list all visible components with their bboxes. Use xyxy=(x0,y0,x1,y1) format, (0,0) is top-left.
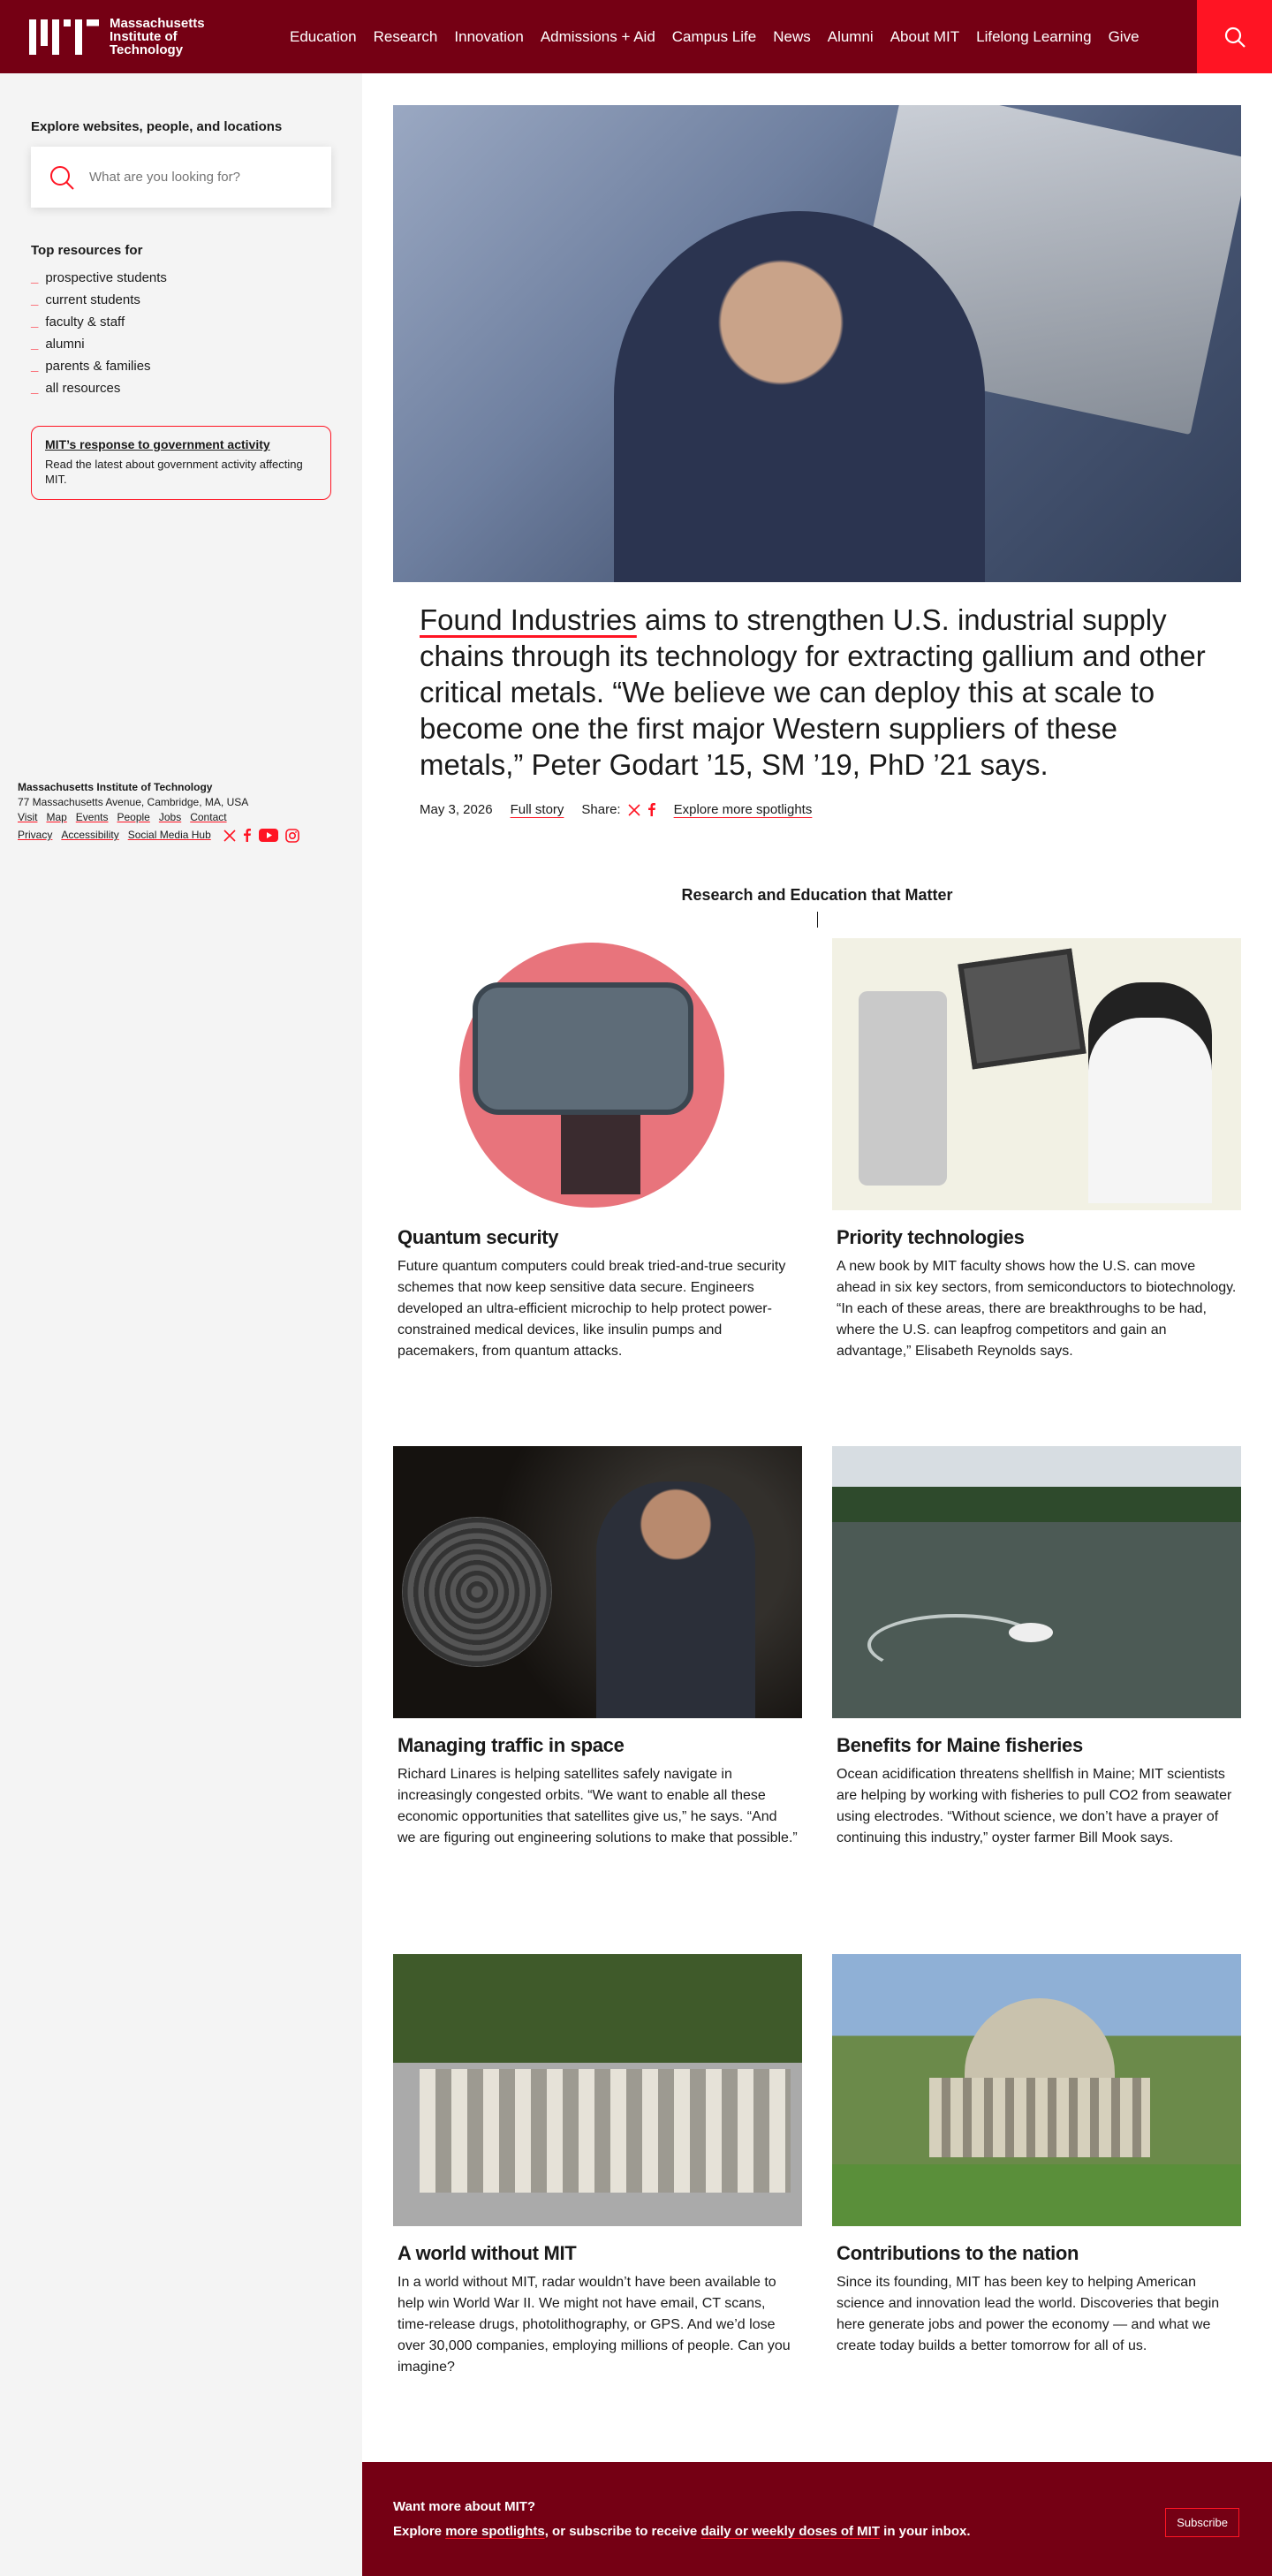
nav-admissions[interactable]: Admissions + Aid xyxy=(540,27,655,45)
nav-research[interactable]: Research xyxy=(373,27,438,45)
cta-text: Explore more spotlights, or subscribe to receive daily or weekly doses of MIT in your inbox. xyxy=(393,2524,971,2539)
mit-logo-mark xyxy=(29,19,99,55)
share-group xyxy=(581,802,655,817)
spotlight-body: aims to strengthen U.S. industrial supply chains through its technology for extracting gallium and other critical metals. “We believe we can deploy this at scale to become one the first major Western suppliers of these metals,” Peter Godart ’15, SM ’19, PhD ’21 says. xyxy=(420,603,1206,781)
resource-link[interactable]: alumni xyxy=(45,337,85,352)
story-text: A new book by MIT faculty shows how the U.S. can move ahead in six key sectors, from semiconductors to biotechnology. “In each of these areas, there are breakthroughs to be had, where the U.S. can leapfrog competitors and gain an advantage,” Elisabeth Reynolds says. xyxy=(837,1259,1237,1359)
footer-link-jobs[interactable]: Jobs xyxy=(158,811,182,823)
story-image xyxy=(832,1954,1241,2226)
story-text: Since its founding, MIT has been key to helping American science and innovation lead the world. Discoveries that begin here generate jobs and power the economy — and what we create today builds a better tomorrow for all of us. xyxy=(837,2275,1220,2353)
subscribe-button[interactable]: Subscribe xyxy=(1165,2508,1239,2537)
hero-image xyxy=(393,105,1241,582)
story-title[interactable]: Priority technologies xyxy=(837,1226,1025,1248)
footer-links-2 xyxy=(18,828,299,843)
story-title[interactable]: Quantum security xyxy=(398,1226,559,1248)
section-divider xyxy=(817,912,818,928)
explore-spotlights-link[interactable]: Explore more spotlights xyxy=(673,802,813,817)
resources-list xyxy=(31,267,331,399)
resource-link[interactable]: parents & families xyxy=(45,359,151,374)
footer-link-contact[interactable]: Contact xyxy=(190,811,227,823)
share-label: Share: xyxy=(581,802,621,817)
story-title[interactable]: Benefits for Maine fisheries xyxy=(837,1734,1083,1756)
footer-link-visit[interactable]: Visit xyxy=(18,811,38,823)
mit-logo-text: Massachusetts Institute of Technology xyxy=(110,16,205,57)
nav-give[interactable]: Give xyxy=(1108,27,1140,45)
x-icon[interactable] xyxy=(223,830,236,842)
story-title[interactable]: Contributions to the nation xyxy=(837,2242,1079,2264)
nav-campus-life[interactable]: Campus Life xyxy=(671,27,757,45)
footer-org-name: Massachusetts Institute of Technology xyxy=(18,781,213,793)
footer-links-1 xyxy=(18,810,299,825)
site-header xyxy=(0,0,1272,73)
story-text: Future quantum computers could break tried-and-true security schemes that now keep sensitive data secure. Engineers developed an ultra-efficient microchip to help protect power-constrained medical devices, like insulin pumps and pacemakers, from quantum attacks. xyxy=(398,1259,786,1359)
story-title[interactable]: A world without MIT xyxy=(398,2242,577,2264)
gov-response-text: Read the latest about government activity affecting MIT. xyxy=(45,458,303,486)
story-text: Ocean acidification threatens shellfish in Maine; MIT scientists are helping by working with fisheries to pull CO2 from seawater using electrodes. “Without science, we don’t have a prayer of continuing this industry,” oyster farmer Bill Mook says. xyxy=(837,1767,1232,1845)
list-item: _ faculty & staff xyxy=(31,311,331,333)
nav-education[interactable]: Education xyxy=(290,27,357,45)
story-image xyxy=(832,1446,1241,1718)
list-item: _ alumni xyxy=(31,333,331,355)
story-card[interactable] xyxy=(832,938,1241,1446)
list-item: _ current students xyxy=(31,289,331,311)
nav-innovation[interactable]: Innovation xyxy=(454,27,524,45)
daily-weekly-link[interactable]: daily or weekly doses of MIT xyxy=(700,2524,881,2539)
footer-link-privacy[interactable]: Privacy xyxy=(18,829,53,841)
resource-link[interactable]: all resources xyxy=(45,381,121,396)
spotlight-org-link[interactable]: Found Industries xyxy=(420,603,637,636)
youtube-icon[interactable] xyxy=(259,829,278,842)
spotlight-date: May 3, 2026 xyxy=(420,802,493,817)
resource-link[interactable]: current students xyxy=(45,292,140,307)
facebook-icon[interactable] xyxy=(243,829,252,842)
story-image xyxy=(832,938,1241,1210)
story-card[interactable] xyxy=(393,938,802,1446)
gov-response-box xyxy=(31,426,331,500)
nav-lifelong-learning[interactable]: Lifelong Learning xyxy=(976,27,1092,45)
more-spotlights-link[interactable]: more spotlights xyxy=(445,2524,545,2539)
main-content xyxy=(362,73,1272,2576)
section-title: Research and Education that Matter xyxy=(681,886,953,904)
footer-link-map[interactable]: Map xyxy=(46,811,67,823)
stories-grid xyxy=(393,938,1241,2462)
story-title[interactable]: Managing traffic in space xyxy=(398,1734,625,1756)
story-image xyxy=(393,1446,802,1718)
search-box xyxy=(31,147,331,208)
instagram-icon[interactable] xyxy=(285,829,299,843)
footer-link-people[interactable]: People xyxy=(117,811,150,823)
footer-link-accessibility[interactable]: Accessibility xyxy=(61,829,119,841)
list-item: _ all resources xyxy=(31,377,331,399)
x-icon[interactable] xyxy=(628,804,640,816)
search-icon xyxy=(1223,26,1246,49)
story-text: Richard Linares is helping satellites safely navigate in increasingly congested orbits. “We want to enable all these economic opportunities that satellites give us,” he says. “And we are figuring out engineering solutions to make that possible.” xyxy=(398,1767,798,1845)
story-card[interactable] xyxy=(393,1446,802,1954)
footer-link-events[interactable]: Events xyxy=(75,811,109,823)
full-story-link[interactable]: Full story xyxy=(510,802,564,817)
story-image xyxy=(393,938,802,1210)
facebook-icon[interactable] xyxy=(647,803,656,816)
header-search-button[interactable] xyxy=(1197,0,1272,73)
footer-address: 77 Massachusetts Avenue, Cambridge, MA, USA xyxy=(18,796,249,808)
nav-about[interactable]: About MIT xyxy=(890,27,960,45)
story-card[interactable] xyxy=(832,1446,1241,1954)
story-image xyxy=(393,1954,802,2226)
search-icon xyxy=(49,164,75,191)
list-item: _ parents & families xyxy=(31,355,331,377)
hero-person xyxy=(614,211,985,582)
nav-news[interactable]: News xyxy=(773,27,811,45)
explore-heading: Explore websites, people, and locations xyxy=(31,119,283,134)
search-input[interactable] xyxy=(89,170,301,185)
newsletter-cta xyxy=(362,2462,1272,2576)
footer-link-social-hub[interactable]: Social Media Hub xyxy=(127,829,211,841)
mit-logo[interactable] xyxy=(29,17,259,57)
top-resources-heading: Top resources for xyxy=(31,243,143,258)
sidebar xyxy=(0,73,362,2576)
main-nav xyxy=(290,28,1140,46)
sidebar-footer xyxy=(18,780,299,843)
resource-link[interactable]: faculty & staff xyxy=(45,314,125,330)
cta-heading: Want more about MIT? xyxy=(393,2499,536,2514)
story-card[interactable] xyxy=(832,1954,1241,2462)
story-text: In a world without MIT, radar wouldn’t have been available to help win World War II. We might not have email, CT scans, time-release drugs, photolithography, or GPS. And we’d lose over 30,000 companies, employing millions of people. Can you imagine? xyxy=(398,2275,791,2375)
spotlight-meta xyxy=(420,802,1272,817)
spotlight-text xyxy=(420,602,1223,783)
resource-link[interactable]: prospective students xyxy=(45,270,167,285)
story-card[interactable] xyxy=(393,1954,802,2462)
social-links xyxy=(223,829,299,843)
gov-response-link[interactable]: MIT’s response to government activity xyxy=(45,437,270,451)
list-item: _ prospective students xyxy=(31,267,331,289)
nav-alumni[interactable]: Alumni xyxy=(827,27,874,45)
